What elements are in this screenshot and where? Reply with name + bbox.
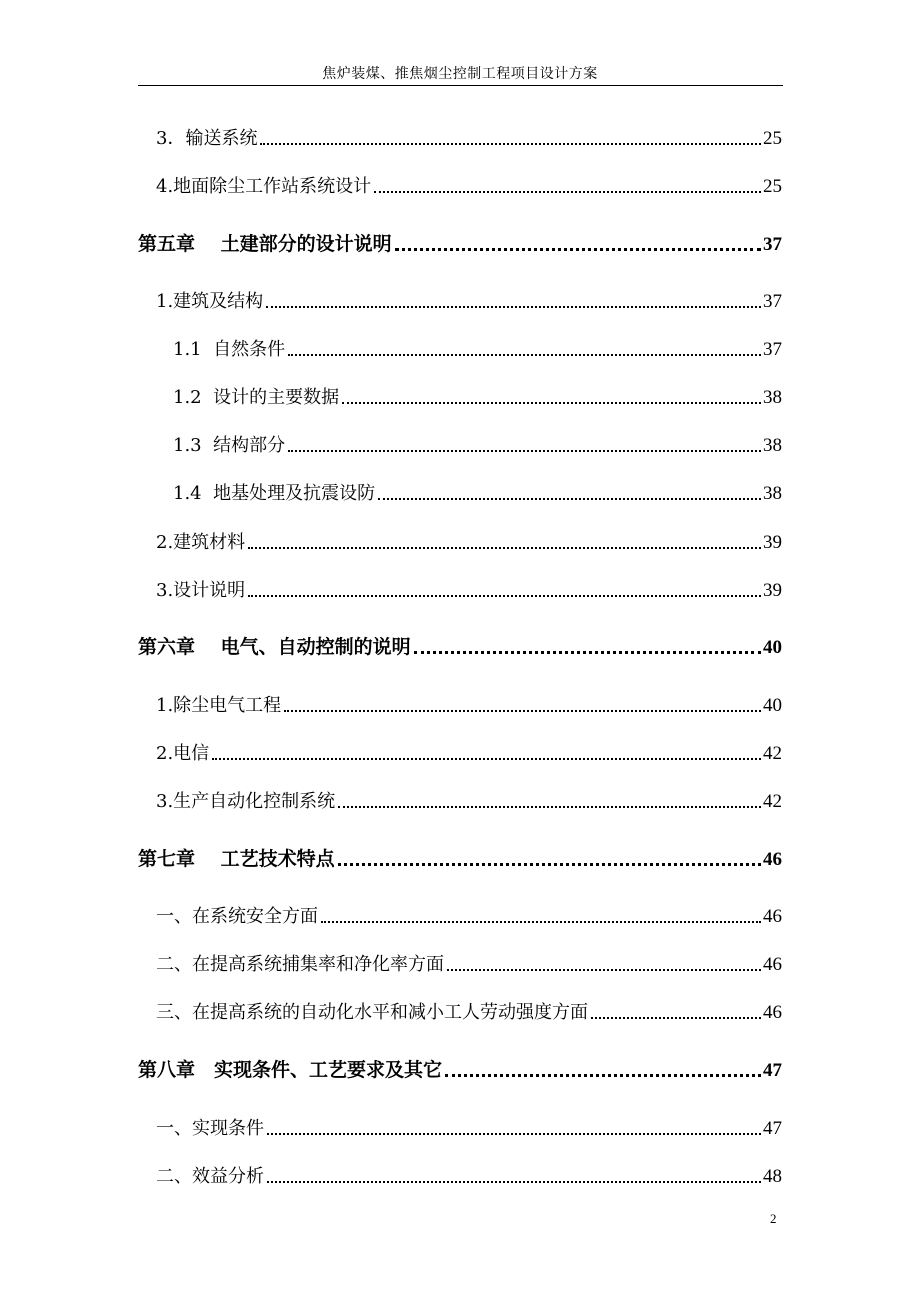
toc-entry-label: 4.地面除尘工作站系统设计 bbox=[156, 176, 372, 197]
dot-leader bbox=[338, 805, 761, 808]
toc-entry[interactable] bbox=[173, 477, 782, 505]
toc-entry-page: 38 bbox=[763, 387, 782, 408]
toc-entry-label: 二、效益分析 bbox=[156, 1166, 264, 1187]
toc-entry-page: 46 bbox=[763, 1002, 782, 1023]
dot-leader bbox=[447, 968, 761, 971]
toc-entry-label: 3.生产自动化控制系统 bbox=[156, 791, 336, 812]
toc-entry-page: 47 bbox=[763, 1118, 782, 1139]
toc-chapter-entry[interactable] bbox=[138, 228, 782, 256]
toc-entry[interactable] bbox=[156, 574, 782, 602]
toc-entry-label: 3．输送系统 bbox=[156, 128, 258, 149]
toc-chapter-entry[interactable] bbox=[138, 843, 782, 871]
toc-chapter-page: 46 bbox=[763, 849, 782, 870]
toc-entry-label: 三、在提高系统的自动化水平和减小工人劳动强度方面 bbox=[156, 1002, 588, 1023]
toc-chapter-page: 40 bbox=[763, 637, 782, 658]
toc-chapter-label: 第八章 实现条件、工艺要求及其它 bbox=[138, 1059, 443, 1081]
toc-entry-page: 38 bbox=[763, 483, 782, 504]
toc-entry-page: 46 bbox=[763, 954, 782, 975]
toc-chapter-label: 第六章 电气、自动控制的说明 bbox=[138, 636, 411, 658]
toc-entry[interactable] bbox=[156, 785, 782, 813]
dot-leader bbox=[266, 305, 761, 308]
dot-leader bbox=[342, 401, 761, 404]
toc-entry[interactable] bbox=[156, 737, 782, 765]
toc-chapter-page: 37 bbox=[763, 234, 782, 255]
dot-leader bbox=[267, 1132, 761, 1135]
toc-entry[interactable] bbox=[173, 429, 782, 457]
toc-entry-page: 39 bbox=[763, 580, 782, 601]
toc-entry-page: 40 bbox=[763, 695, 782, 716]
dot-leader bbox=[321, 920, 761, 923]
toc-entry[interactable] bbox=[173, 381, 782, 409]
dot-leader bbox=[445, 1073, 761, 1077]
toc-entry-page: 48 bbox=[763, 1166, 782, 1187]
dot-leader bbox=[212, 757, 761, 760]
dot-leader bbox=[248, 546, 761, 549]
dot-leader bbox=[288, 449, 761, 452]
toc-entry[interactable] bbox=[156, 170, 782, 198]
toc-entry-page: 25 bbox=[763, 176, 782, 197]
dot-leader bbox=[288, 353, 761, 356]
toc-entry[interactable] bbox=[156, 900, 782, 928]
toc-entry-label: 1.3 结构部分 bbox=[173, 435, 286, 456]
dot-leader bbox=[591, 1016, 761, 1019]
toc-entry-page: 39 bbox=[763, 532, 782, 553]
toc-entry[interactable] bbox=[156, 996, 782, 1024]
toc-entry-label: 3.设计说明 bbox=[156, 580, 246, 601]
toc-chapter-label: 第五章 土建部分的设计说明 bbox=[138, 233, 392, 255]
toc-entry[interactable] bbox=[156, 122, 782, 150]
dot-leader bbox=[395, 247, 761, 251]
dot-leader bbox=[260, 142, 761, 145]
toc-chapter-label: 第七章 工艺技术特点 bbox=[138, 848, 335, 870]
toc-entry-label: 2.建筑材料 bbox=[156, 532, 246, 553]
toc-entry-page: 37 bbox=[763, 291, 782, 312]
toc-entry-label: 1.除尘电气工程 bbox=[156, 695, 282, 716]
toc-chapter-entry[interactable] bbox=[138, 631, 782, 659]
page-number: 2 bbox=[770, 1211, 777, 1226]
toc-entry-page: 37 bbox=[763, 339, 782, 360]
dot-leader bbox=[414, 650, 761, 654]
toc-entry-label: 2.电信 bbox=[156, 743, 210, 764]
toc-chapter-page: 47 bbox=[763, 1060, 782, 1081]
toc-entry-page: 42 bbox=[763, 791, 782, 812]
toc-entry-page: 38 bbox=[763, 435, 782, 456]
toc-entry-label: 一、实现条件 bbox=[156, 1118, 264, 1139]
toc-entry-label: 1.建筑及结构 bbox=[156, 291, 264, 312]
toc-entry-label: 一、在系统安全方面 bbox=[156, 906, 318, 927]
toc-entry-page: 42 bbox=[763, 743, 782, 764]
toc-entry[interactable] bbox=[156, 1112, 782, 1140]
toc-chapter-entry[interactable] bbox=[138, 1054, 782, 1082]
running-header: 焦炉装煤、推焦烟尘控制工程项目设计方案 bbox=[322, 66, 598, 82]
dot-leader bbox=[378, 497, 761, 500]
dot-leader bbox=[267, 1180, 761, 1183]
dot-leader bbox=[248, 594, 761, 597]
dot-leader bbox=[338, 862, 761, 866]
toc-entry[interactable] bbox=[156, 526, 782, 554]
toc-entry-label: 1.4 地基处理及抗震设防 bbox=[173, 483, 376, 504]
dot-leader bbox=[374, 190, 761, 193]
toc-entry-label: 1.2 设计的主要数据 bbox=[173, 387, 340, 408]
toc-entry[interactable] bbox=[173, 333, 782, 361]
toc-entry-page: 25 bbox=[763, 128, 782, 149]
toc-entry-label: 1.1 自然条件 bbox=[173, 339, 286, 360]
header-divider bbox=[138, 85, 783, 86]
dot-leader bbox=[284, 709, 761, 712]
toc-entry-page: 46 bbox=[763, 906, 782, 927]
toc-entry[interactable] bbox=[156, 948, 782, 976]
toc-entry[interactable] bbox=[156, 285, 782, 313]
toc-entry-label: 二、在提高系统捕集率和净化率方面 bbox=[156, 954, 444, 975]
toc-entry[interactable] bbox=[156, 1160, 782, 1188]
toc-entry[interactable] bbox=[156, 689, 782, 717]
